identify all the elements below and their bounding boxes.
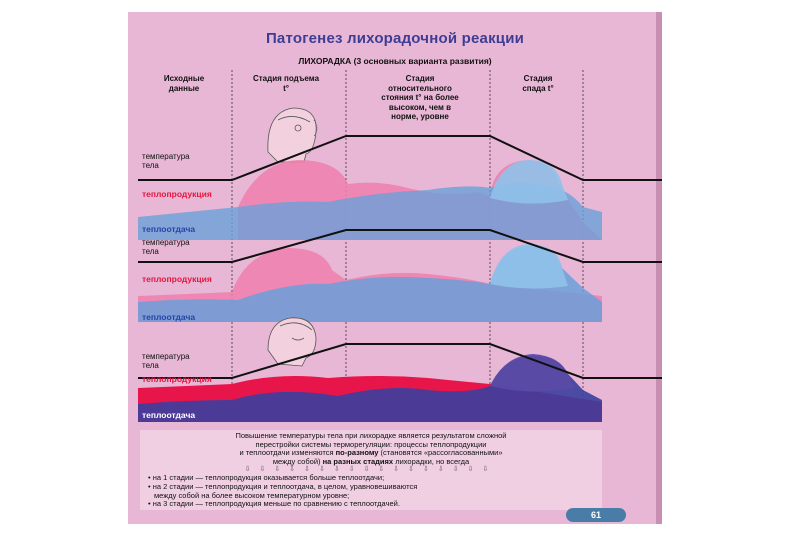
row2-loss-label: теплоотдача xyxy=(142,312,196,322)
explanation-box xyxy=(140,430,602,510)
down-arrows: ⇩⇩⇩⇩⇩⇩⇩⇩⇩⇩⇩⇩⇩⇩⇩⇩⇩ xyxy=(244,466,498,474)
col-fall-line: Стадия xyxy=(523,74,553,83)
paragraph-text: и теплоотдачи изменяются xyxy=(239,448,334,458)
row3-production-label: теплопродукция xyxy=(142,374,212,384)
col-plateau-line: стояния t° на более xyxy=(381,93,459,102)
col-rise-line: Стадия подъема xyxy=(252,74,320,83)
row2-curves xyxy=(138,230,662,322)
col-plateau-line: относительного xyxy=(388,83,452,93)
col-plateau-line: норме, уровне xyxy=(391,112,449,121)
col-plateau-line: Стадия xyxy=(405,74,435,83)
head-illustration-2 xyxy=(268,318,316,366)
col-plateau-line: высоком, чем в xyxy=(388,102,452,112)
col-initial-line: данные xyxy=(168,83,200,93)
paragraph-line: Повышение температуры тела при лихорадке является результатом сложной xyxy=(235,431,507,440)
col-rise-line: t° xyxy=(283,83,289,93)
row1-production-label: теплопродукция xyxy=(142,189,212,199)
paragraph-text: (становятся «рассогласованными» xyxy=(380,448,503,458)
row3-curves xyxy=(138,344,662,422)
col-initial-line: Исходные xyxy=(163,74,205,83)
temp-label-line: температура xyxy=(142,352,190,361)
head-illustration-1 xyxy=(268,108,317,162)
temp-label-line: тела xyxy=(142,361,159,370)
page-title: Патогенез лихорадочной реакции xyxy=(265,30,525,47)
row1-temp-label xyxy=(142,152,190,170)
row3-loss-label: теплоотдача xyxy=(142,410,196,420)
bullet-1: • на 1 стадии — теплопродукция оказывается больше теплоотдачи; xyxy=(148,473,385,483)
diagram-subtitle: ЛИХОРАДКА (3 основных варианта развития) xyxy=(298,56,492,66)
col-fall-line: спада t° xyxy=(522,83,554,93)
explanation-paragraph xyxy=(140,430,602,466)
bullet-2-cont: между собой на более высоком температурном уровне; xyxy=(154,490,350,500)
page-number: 61 xyxy=(566,508,626,522)
temp-label-line: тела xyxy=(142,247,159,256)
row2-production-label: теплопродукция xyxy=(142,274,212,284)
paragraph-text: лихорадки, но всегда xyxy=(395,456,470,466)
bullet-3: • на 3 стадии — теплопродукция меньше по сравнению с теплоотдачей. xyxy=(148,499,400,509)
row1-loss-label: теплоотдача xyxy=(142,224,196,234)
textbook-page xyxy=(128,12,662,524)
paragraph-text: между собой) xyxy=(272,456,321,466)
paragraph-bold: по-разному xyxy=(335,448,379,458)
row1-curves xyxy=(138,136,662,240)
paragraph-line: перестройки системы терморегуляции: процессы теплопродукции xyxy=(255,439,487,449)
temp-label-line: тела xyxy=(142,161,159,170)
paragraph-bold: на разных стадиях xyxy=(322,456,394,466)
row3-temp-label xyxy=(142,352,190,370)
temp-label-line: температура xyxy=(142,238,190,247)
temp-label-line: температура xyxy=(142,152,190,161)
bullet-2: • на 2 стадии — теплопродукция и теплоотдача, в целом, уравновешиваются xyxy=(148,481,418,491)
row2-temp-label xyxy=(142,238,190,256)
